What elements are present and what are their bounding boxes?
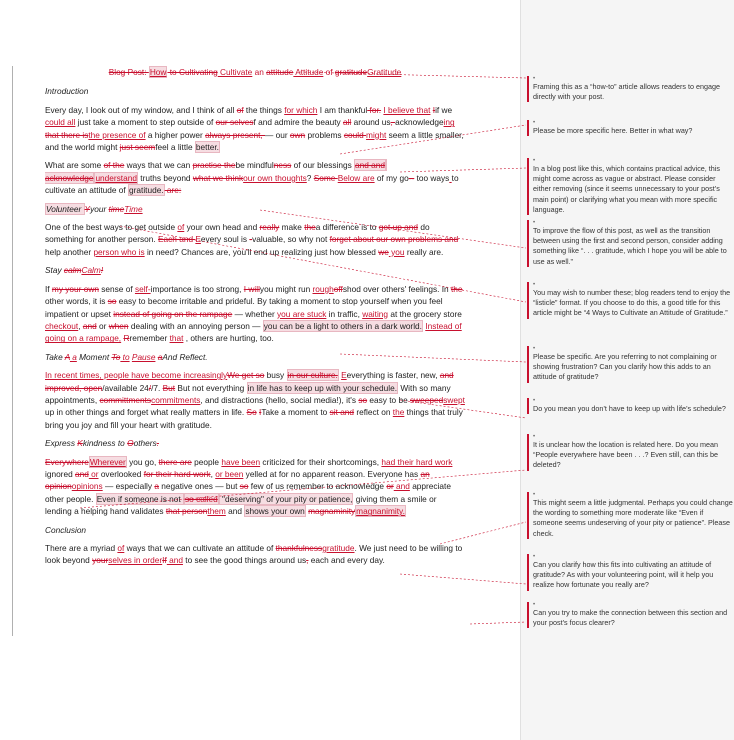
- heading-stay-calm: Stay calmCalm!: [45, 265, 104, 276]
- heading-take-moment: Take A a Moment To to Pause aAnd Reflect.: [45, 351, 208, 362]
- comment-marker-icon: •: [533, 158, 536, 164]
- paragraph-stay-calm: If my your own sense of self-importance is too strong, I willyou might run roughoffshod over others' feelings. In the other words, it is so easy to become irritable and prideful. By taking a moment to stop yourself when you feel impatient or upset instead of going on the rampage — whether you are stuck in traffic, waiting at the grocery store checkout, and or when dealing with an annoying person — you can be a light to others in a dark world. Instead of going on a rampage, Rremember that , others are hurting, too.: [45, 283, 463, 344]
- comment-marker-icon: •: [533, 554, 536, 560]
- document-title: Blog Post: How to Cultivating Cultivate an attitude Attitude of gratitudeGratitude: [108, 67, 402, 77]
- paragraph-blessings: What are some of the ways that we can practise thebe mindfulness of our blessings and and acknowledge understand truths beyond what we thinkour own thoughts? Some Below are of my go-- too ways to cultivate an attitude of gratitude. are:: [45, 160, 459, 196]
- comment-marker-icon: •: [533, 602, 536, 608]
- comment-marker-icon: •: [533, 282, 536, 288]
- comment-marker-icon: •: [533, 120, 536, 126]
- heading-volunteer: Volunteer Yyour timeTime: [46, 203, 143, 214]
- comment-7[interactable]: • Do you mean you don’t have to keep up with life’s schedule?: [527, 398, 733, 414]
- comment-2[interactable]: • Please be more specific here. Better in what way?: [527, 120, 733, 136]
- paragraph-volunteer: One of the best ways to get outside of your own head and really make thea difference is to get up and do something for another person. Each and Eevery soul is -valuable, so why not forget about our own problems and help another person who is in need? Chances are, you'll end up realizing just how blessed we you really are.: [45, 222, 459, 257]
- comment-6[interactable]: • Please be specific. Are you referring to not complaining or showing frustration? Can you clarify how this adds to an attitude of gratitude?: [527, 346, 733, 383]
- heading-conclusion: Conclusion: [45, 524, 87, 535]
- heading-introduction: Introduction: [45, 86, 89, 97]
- paragraph-take-moment: In recent times, people have become increasinglyWe get so busy in our culture. Eeverything is faster, new, and improved, open/available 24//7. But But not everything in life has to keep up with your schedule. With so many appointments, committmentscommitments, and distractions (hello, social media!), it's so easy to be sweepedswept up in other things and forget what really matters in life. So ITake a moment to sit and reflect on the things that truly bring you joy and fill your heart with gratitude.: [45, 370, 465, 430]
- comment-4[interactable]: • To improve the flow of this post, as well as the transition between using the first and second person, consider adding something like “. . . gratitude, which I hope you will be able to use as well.”: [527, 220, 733, 267]
- comment-1[interactable]: • Framing this as a “how-to” article allows readers to engage directly with your post.: [527, 76, 733, 102]
- comment-9[interactable]: • This might seem a little judgmental. Perhaps you could change the wording to something more moderate like “Even if someone seems undeserving of your pity or patience”. Please check.: [527, 492, 733, 539]
- comment-marker-icon: •: [533, 398, 536, 404]
- comment-10[interactable]: • Can you clarify how this fits into cultivating an attitude of gratitude? As with your volunteering point, will it help you realize how fortunate you really are?: [527, 554, 733, 591]
- comment-marker-icon: •: [533, 434, 536, 440]
- comment-marker-icon: •: [533, 492, 536, 498]
- heading-kindness: Express Kkindness to Oothers.: [45, 438, 159, 449]
- paragraph-intro: Every day, I look out of my window, and I think of all of the things for which I am thankful for. I believe that Iif we could all just take a moment to step outside of our selvesf and admire the beauty all around us, acknowledgeing that there isthe presence of a higher power always present, — our own problems could might seem a little smaller, and the world might just seemfeel a little better.: [45, 104, 464, 153]
- paragraph-conclusion: There are a myriad of ways that we can cultivate an attitude of thankfulnessgratitude. We just need to be willing to look beyond yourselves in orderIf and to see the good things around us, each and every day.: [45, 543, 463, 566]
- comment-3[interactable]: • In a blog post like this, which contains practical advice, this might come across as vague or abstract. Please consider either removing (since it seems unnecessary to your post’s main point) or clarifying what you mean with more specific language.: [527, 158, 733, 215]
- comment-marker-icon: •: [533, 346, 536, 352]
- comment-5[interactable]: • You may wish to number these; blog readers tend to enjoy the “listicle” format. If you choose to do this, a good title for this article might be “4 Ways to Cultivate an Attitude of Gratitude.”: [527, 282, 733, 319]
- comment-11[interactable]: • Can you try to make the connection between this section and your post’s focus clearer?: [527, 602, 733, 628]
- comment-8[interactable]: • It is unclear how the location is related here. Do you mean “People everywhere have been . . .? Even still, can this be deleted?: [527, 434, 733, 471]
- paragraph-kindness: EverywhereWherever you go, there are people have been criticized for their shortcomings, had their hard work ignored and or overlooked for their hard work, or been yelled at for no apparent reason. Everyone has an opinionopinions — especially a negative ones — but so few of us remember to acknowledge or and appreciate other people. Even if someone is not so called "deserving" of your pity or patience, giving them a smile or lending a helping hand validates that personthem and shows your own magnaminitymagnanimity.: [45, 456, 453, 517]
- comment-marker-icon: •: [533, 76, 536, 82]
- comment-marker-icon: •: [533, 220, 536, 226]
